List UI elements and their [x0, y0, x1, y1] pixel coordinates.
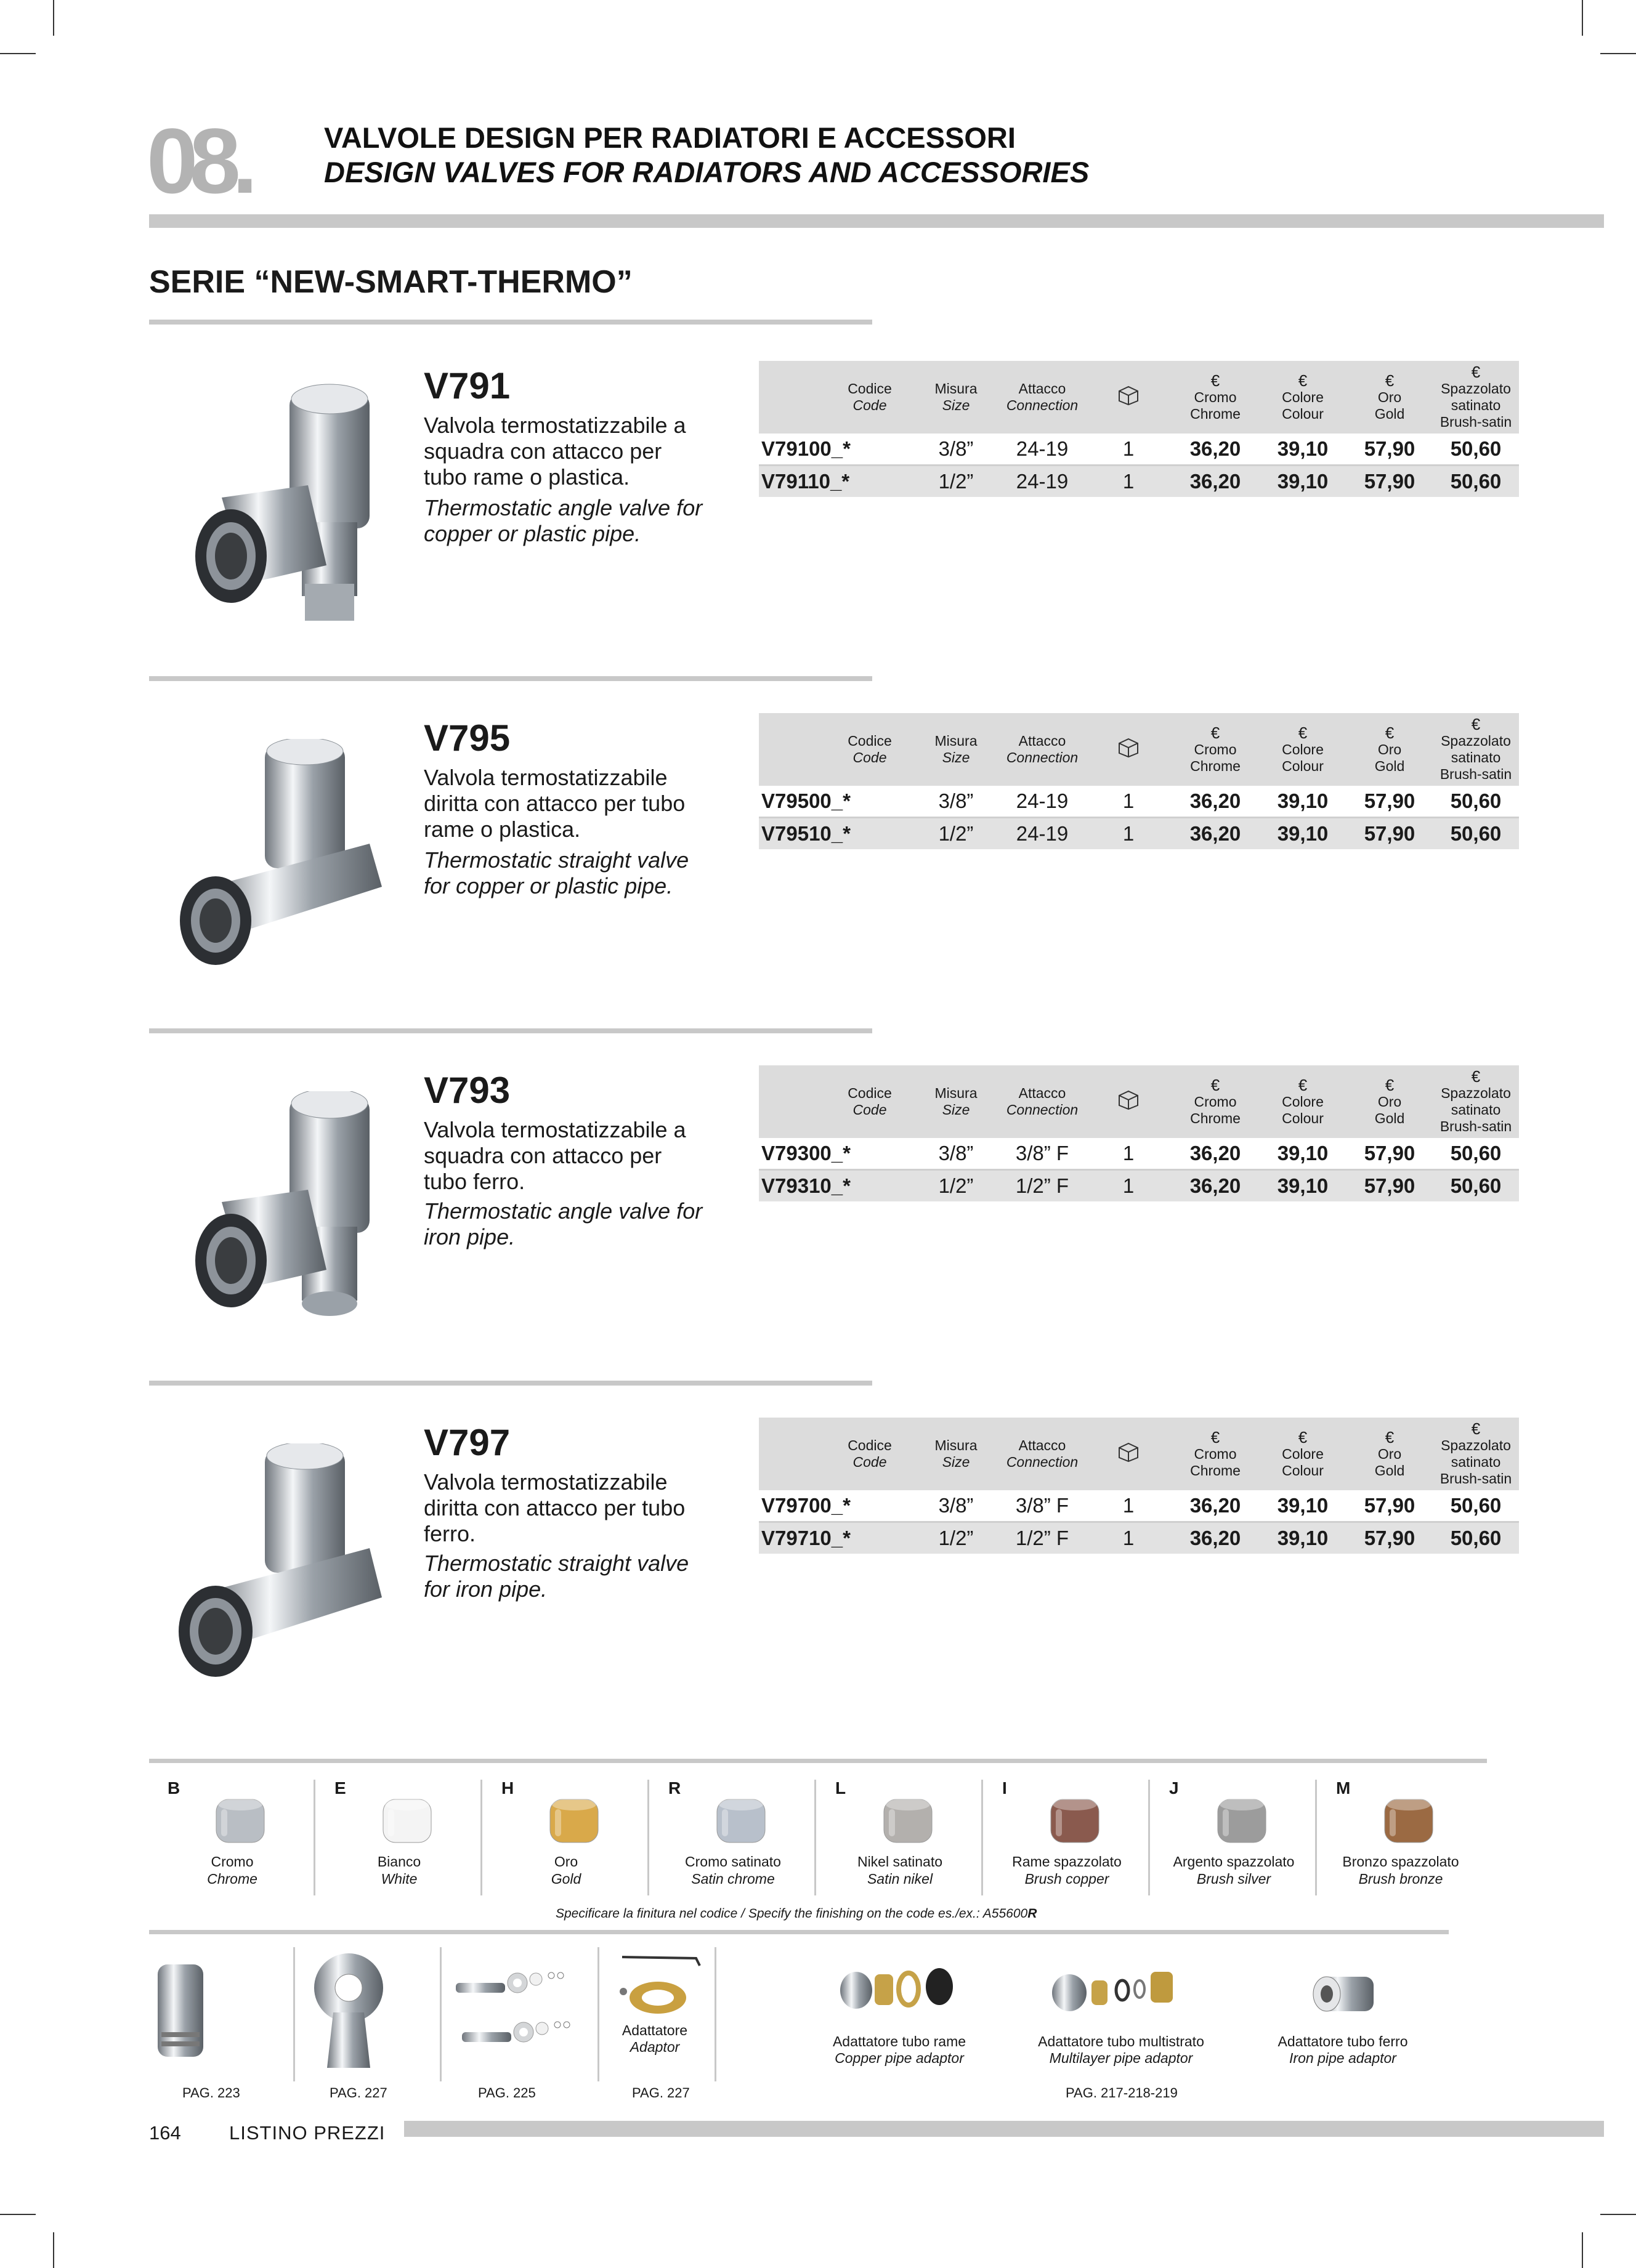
finish-name-it: Rame spazzolato [1012, 1854, 1122, 1870]
price-table [759, 1418, 1519, 1554]
multilayer-adaptor-caption: Adattatore tubo multistrato Multilayer pipe adaptor [1038, 2033, 1204, 2066]
col-code [759, 361, 827, 434]
finish-letter: E [334, 1778, 346, 1798]
finish-swatch [1151, 1761, 1317, 1895]
product-description-en: Thermostatic straight valve for iron pipe. [424, 1551, 689, 1602]
crop-mark [53, 0, 54, 36]
finish-name-it: Nikel satinato [857, 1854, 943, 1870]
page-ref: PAG. 227 [330, 2085, 387, 2101]
col-code-label: Codice Code [827, 713, 913, 786]
finish-separator [480, 1780, 482, 1895]
price-table [759, 713, 1519, 849]
col-gold: € Oro Gold [1346, 1065, 1433, 1138]
finish-swatch [1318, 1761, 1484, 1895]
finish-letter: B [168, 1778, 180, 1798]
col-gold: € Oro Gold [1346, 361, 1433, 434]
package-box-icon [1117, 385, 1140, 406]
finish-swatch [149, 1761, 315, 1895]
product-description-it: Valvola termostatizzabile a squadra con attacco per tubo ferro. [424, 1117, 686, 1194]
finish-cap-icon [546, 1791, 602, 1846]
col-package [1085, 361, 1172, 434]
table-row: V79500_* 3/8” 24-19 1 36,20 39,10 57,90 50,60 [759, 786, 1519, 818]
price-table [759, 1065, 1519, 1201]
col-brush: € Spazzolato satinato Brush-satin [1433, 1418, 1519, 1490]
col-code-label: Codice Code [827, 1065, 913, 1138]
copper-adaptor-caption: Adattatore tubo rame Copper pipe adaptor [832, 2033, 966, 2066]
table-row: V79110_* 1/2” 24-19 1 36,20 39,10 57,90 50,60 [759, 466, 1519, 498]
col-code-label: Codice Code [827, 361, 913, 434]
finish-name-en: Chrome [207, 1871, 257, 1887]
col-size: Misura Size [913, 1065, 999, 1138]
finish-name-en: Brush copper [1024, 1871, 1109, 1887]
accessory-separator [597, 1947, 599, 2081]
finish-letter: L [835, 1778, 846, 1798]
col-brush: € Spazzolato satinato Brush-satin [1433, 361, 1519, 434]
iron-adaptor-caption: Adattatore tubo ferro Iron pipe adaptor [1278, 2033, 1408, 2066]
chapter-number: 08. [147, 109, 249, 212]
col-chrome: € Cromo Chrome [1172, 1418, 1259, 1490]
col-brush: € Spazzolato satinato Brush-satin [1433, 713, 1519, 786]
product-code: V791 [424, 365, 511, 406]
thermostatic-head-image [153, 1958, 208, 2069]
table-row: V79700_* 3/8” 3/8” F 1 36,20 39,10 57,90 50,60 [759, 1490, 1519, 1522]
crop-mark [1600, 53, 1636, 54]
product-code: V797 [424, 1422, 511, 1463]
rosette-cover-image [306, 1951, 392, 2074]
finish-name-it: Bronzo spazzolato [1342, 1854, 1459, 1870]
finish-cap-icon [1381, 1791, 1436, 1846]
header-divider [149, 214, 1604, 228]
col-chrome: € Cromo Chrome [1172, 361, 1259, 434]
crop-mark [1582, 0, 1583, 36]
footer-label: LISTINO PREZZI [229, 2122, 386, 2144]
finish-letter: H [501, 1778, 514, 1798]
col-gold: € Oro Gold [1346, 713, 1433, 786]
price-table [759, 361, 1519, 497]
finish-name-en: Brush silver [1196, 1871, 1271, 1887]
page-ref: PAG. 217-218-219 [1066, 2085, 1178, 2101]
crop-mark [0, 53, 36, 54]
col-package [1085, 1418, 1172, 1490]
adaptor-ring-image [610, 1951, 708, 2019]
finish-separator [814, 1780, 816, 1895]
iron-pipe-adaptor-image [1306, 1966, 1386, 2021]
col-size: Misura Size [913, 713, 999, 786]
page-ref: PAG. 227 [632, 2085, 690, 2101]
product-description-en: Thermostatic angle valve for copper or plastic pipe. [424, 495, 703, 546]
col-colour: € Colore Colour [1259, 713, 1346, 786]
finish-cap-icon [1214, 1791, 1270, 1846]
col-colour: € Colore Colour [1259, 1418, 1346, 1490]
finish-separator [981, 1780, 983, 1895]
col-connection: Attacco Connection [999, 361, 1085, 434]
finish-separator [314, 1780, 315, 1895]
finish-cap-icon [713, 1791, 769, 1846]
chapter-title-en: DESIGN VALVES FOR RADIATORS AND ACCESSORIES [324, 156, 1090, 188]
package-box-icon [1117, 1089, 1140, 1110]
angle-valve-image [185, 381, 388, 627]
crop-mark [53, 2232, 54, 2268]
table-row: V79300_* 3/8” 3/8” F 1 36,20 39,10 57,90 50,60 [759, 1138, 1519, 1170]
package-box-icon [1117, 1442, 1140, 1463]
finish-separator [1315, 1780, 1317, 1895]
col-brush: € Spazzolato satinato Brush-satin [1433, 1065, 1519, 1138]
section-divider [149, 1028, 872, 1033]
finish-cap-icon [213, 1791, 268, 1846]
extension-kit-image [450, 1958, 591, 2069]
package-box-icon [1117, 737, 1140, 758]
finish-note: Specificare la finitura nel codice / Specify the finishing on the code es./ex.: A55600R [556, 1907, 1037, 1921]
finish-name-it: Bianco [377, 1854, 421, 1870]
col-connection: Attacco Connection [999, 1418, 1085, 1490]
col-code [759, 1065, 827, 1138]
straight-valve-image [166, 1443, 400, 1684]
finish-name-en: White [381, 1871, 418, 1887]
finish-name-en: Satin nikel [867, 1871, 933, 1887]
col-package [1085, 713, 1172, 786]
col-code-label: Codice Code [827, 1418, 913, 1490]
crop-mark [1600, 2214, 1636, 2215]
col-code [759, 1418, 827, 1490]
col-connection: Attacco Connection [999, 1065, 1085, 1138]
table-row: V79710_* 1/2” 1/2” F 1 36,20 39,10 57,90 50,60 [759, 1522, 1519, 1554]
finish-letter: J [1169, 1778, 1179, 1798]
product-code: V795 [424, 717, 511, 759]
table-row: V79310_* 1/2” 1/2” F 1 36,20 39,10 57,90 50,60 [759, 1170, 1519, 1202]
finish-name-it: Argento spazzolato [1173, 1854, 1295, 1870]
series-divider [149, 320, 872, 325]
crop-mark [0, 2214, 36, 2215]
finish-separator [1148, 1780, 1150, 1895]
table-row: V79100_* 3/8” 24-19 1 36,20 39,10 57,90 50,60 [759, 434, 1519, 466]
finish-letter: M [1336, 1778, 1351, 1798]
finish-letter: R [668, 1778, 681, 1798]
col-chrome: € Cromo Chrome [1172, 1065, 1259, 1138]
multilayer-pipe-adaptor-image [1047, 1958, 1183, 2020]
product-description-it: Valvola termostatizzabile a squadra con attacco per tubo rame o plastica. [424, 413, 686, 490]
copper-pipe-adaptor-image [838, 1958, 961, 2020]
col-code [759, 713, 827, 786]
series-title: SERIE “NEW-SMART-THERMO” [149, 264, 633, 300]
col-package [1085, 1065, 1172, 1138]
section-divider [149, 1381, 872, 1386]
finish-name-it: Cromo satinato [685, 1854, 781, 1870]
col-gold: € Oro Gold [1346, 1418, 1433, 1490]
adaptor-caption: Adattatore Adaptor [622, 2022, 688, 2055]
finish-name-en: Brush bronze [1358, 1871, 1443, 1887]
finish-swatch [984, 1761, 1150, 1895]
page-ref: PAG. 223 [182, 2085, 240, 2101]
finish-name-en: Satin chrome [691, 1871, 775, 1887]
page-number: 164 [149, 2122, 181, 2144]
page-ref: PAG. 225 [478, 2085, 536, 2101]
product-description-en: Thermostatic straight valve for copper or plastic pipe. [424, 847, 689, 898]
accessory-separator [293, 1947, 295, 2081]
chapter-title-it: VALVOLE DESIGN PER RADIATORI E ACCESSORI [324, 121, 1016, 154]
col-size: Misura Size [913, 361, 999, 434]
section-divider [149, 676, 872, 681]
finish-name-it: Oro [554, 1854, 578, 1870]
product-description-it: Valvola termostatizzabile diritta con attacco per tubo rame o plastica. [424, 765, 686, 842]
table-row: V79510_* 1/2” 24-19 1 36,20 39,10 57,90 50,60 [759, 818, 1519, 850]
col-connection: Attacco Connection [999, 713, 1085, 786]
finish-name-it: Cromo [211, 1854, 254, 1870]
finish-cap-icon [880, 1791, 936, 1846]
product-code: V793 [424, 1070, 511, 1111]
finish-swatch [650, 1761, 816, 1895]
angle-valve-image [185, 1091, 388, 1338]
finish-letter: I [1002, 1778, 1007, 1798]
finish-name-en: Gold [551, 1871, 581, 1887]
finish-swatch [483, 1761, 649, 1895]
finish-swatch [316, 1761, 482, 1895]
col-size: Misura Size [913, 1418, 999, 1490]
finish-cap-icon [379, 1791, 435, 1846]
product-description-it: Valvola termostatizzabile diritta con attacco per tubo ferro. [424, 1469, 686, 1546]
col-chrome: € Cromo Chrome [1172, 713, 1259, 786]
finish-swatch [817, 1761, 983, 1895]
finish-cap-icon [1047, 1791, 1103, 1846]
footer-bar [404, 2121, 1604, 2137]
straight-valve-image [172, 739, 394, 973]
accessory-separator [715, 1947, 716, 2081]
finishes-divider-bottom [149, 1930, 1449, 1934]
finish-separator [647, 1780, 649, 1895]
col-colour: € Colore Colour [1259, 361, 1346, 434]
product-description-en: Thermostatic angle valve for iron pipe. [424, 1198, 703, 1249]
accessory-separator [440, 1947, 442, 2081]
crop-mark [1582, 2232, 1583, 2268]
col-colour: € Colore Colour [1259, 1065, 1346, 1138]
